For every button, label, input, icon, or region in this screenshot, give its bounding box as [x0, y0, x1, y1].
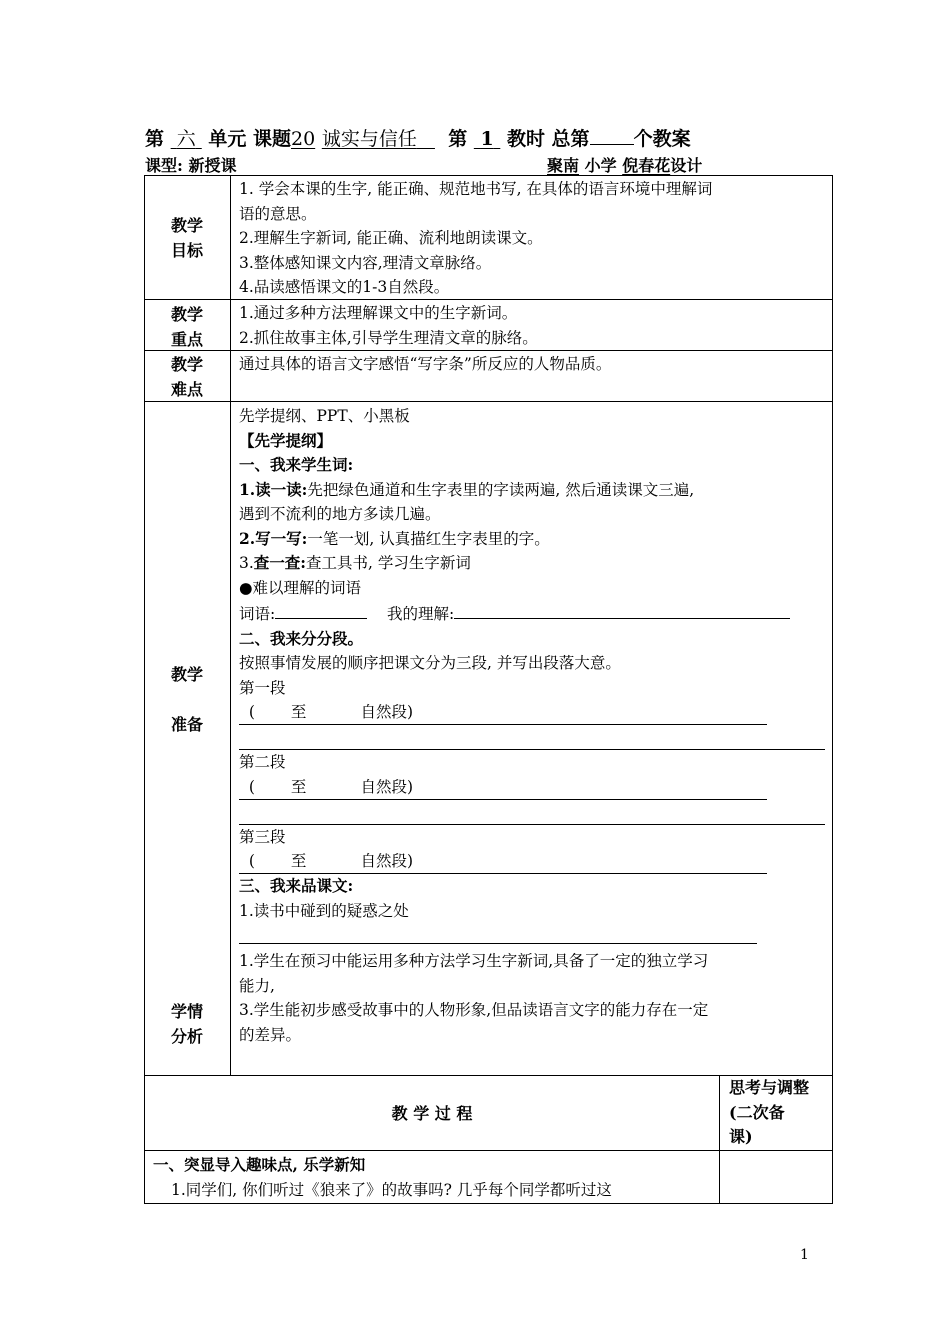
process-step-1: [153, 1153, 612, 1202]
col-divider: [230, 176, 231, 1075]
section-3-title: 三、我来品课文:: [239, 876, 354, 895]
prep-label: 教学 准备: [170, 665, 203, 734]
segment-1-label: 第一段: [239, 678, 286, 697]
plan-suffix: 个教案: [633, 128, 691, 150]
check-item: 3.查一查:查工具书, 学习生字新词: [239, 553, 471, 572]
outline-title: 【先学提纲】: [239, 430, 333, 450]
analysis-label: 学情 分析: [170, 1002, 203, 1046]
teacher-name: 倪春花: [622, 156, 671, 175]
total-blank: [590, 130, 634, 145]
design-label: 设计: [670, 156, 703, 175]
segment-2-summary-line[interactable]: [239, 800, 825, 825]
step-1-title: 一、突显导入趣味点, 乐学新知: [153, 1155, 366, 1174]
school-suffix: 小学: [584, 156, 617, 175]
key-points-label: 教学 重点: [170, 305, 203, 349]
materials: 先学提纲、PPT、小黑板: [239, 407, 410, 425]
col-divider: [719, 1075, 720, 1204]
lesson-plan-table: [144, 175, 833, 1204]
lesson-name: 诚实与信任: [321, 128, 417, 150]
section-2-text: 按照事情发展的顺序把课文分为三段, 并写出段落大意。: [239, 654, 621, 672]
section-1-title: 一、我来学生词:: [239, 455, 354, 474]
prep-content: [239, 404, 825, 944]
analysis-content: 1.学生在预习中能运用多种方法学习生字新词,具备了一定的独立学习 能力, 3.学生能初步感受故事中的人物形象,但品读语言文字的能力存在一定 的差异。: [239, 952, 709, 1044]
difficult-points-label: 教学 难点: [170, 355, 203, 399]
section-3-item: 1.读书中碰到的疑惑之处: [239, 901, 409, 920]
doubts-fill-line[interactable]: [239, 923, 757, 944]
key-points-content: 1.通过多种方法理解课文中的生字新词。 2.抓住故事主体,引导学生理清文章的脉络。: [239, 304, 538, 347]
goals-content: 1. 学会本课的生字, 能正确、规范地书写, 在具体的语言环境中理解词 语的意思。 2.理解生字新词, 能正确、流利地朗读课文。 3.整体感知课文内容,理清文章脉络。 4.品读感悟课文的1-3自然段。: [239, 180, 713, 296]
total-label: 教时 总第: [506, 128, 590, 150]
segment-3-range[interactable]: ( 至 自然段): [239, 849, 767, 874]
lesson-number: 20: [291, 128, 316, 150]
period-number: 1: [480, 128, 494, 150]
title-prefix: 第: [145, 128, 165, 150]
designer-line: [547, 153, 702, 176]
segment-2-range[interactable]: ( 至 自然段): [239, 775, 767, 800]
process-title: 教 学 过 程: [391, 1104, 473, 1123]
course-type: 课型: 新授课: [145, 156, 237, 175]
write-item: 2.写一写:一笔一划, 认真描红生字表里的字。: [239, 528, 550, 548]
segment-2-label: 第二段: [239, 753, 286, 771]
section-2-title: 二、我来分分段。: [239, 628, 364, 648]
difficult-points-content: 通过具体的语言文字感悟“写字条”所反应的人物品质。: [239, 355, 612, 373]
row-divider: [145, 1150, 832, 1151]
unit-lesson-label: 单元 课题: [208, 128, 291, 150]
segment-1-summary-line[interactable]: [239, 725, 825, 750]
row-divider: [145, 350, 832, 351]
step-1-text: 1.同学们, 你们听过《狼来了》的故事吗? 几乎每个同学都听过这: [171, 1180, 612, 1199]
words-blank[interactable]: [275, 600, 367, 619]
adjust-column-header: 思考与调整 (二次备 课): [729, 1078, 810, 1146]
segment-1-range[interactable]: ( 至 自然段): [239, 700, 767, 725]
read-item-cont: 遇到不流利的地方多读几遍。: [239, 505, 441, 523]
row-divider: [145, 401, 832, 402]
understanding-blank[interactable]: [454, 600, 790, 619]
school-name: 聚南: [547, 156, 580, 175]
segment-3-label: 第三段: [239, 827, 286, 846]
unit-number: 六: [176, 128, 196, 150]
goals-label: 教学 目标: [170, 216, 203, 260]
words-fill-line: 词语: 我的理解:: [239, 600, 825, 627]
period-prefix: 第: [448, 128, 468, 150]
read-item: 1.读一读:先把绿色通道和生字表里的字读两遍, 然后通读课文三遍,: [239, 479, 695, 499]
hard-words: ●难以理解的词语: [239, 578, 362, 597]
lesson-title-line: [145, 124, 691, 151]
page-number: 1: [800, 1247, 809, 1263]
